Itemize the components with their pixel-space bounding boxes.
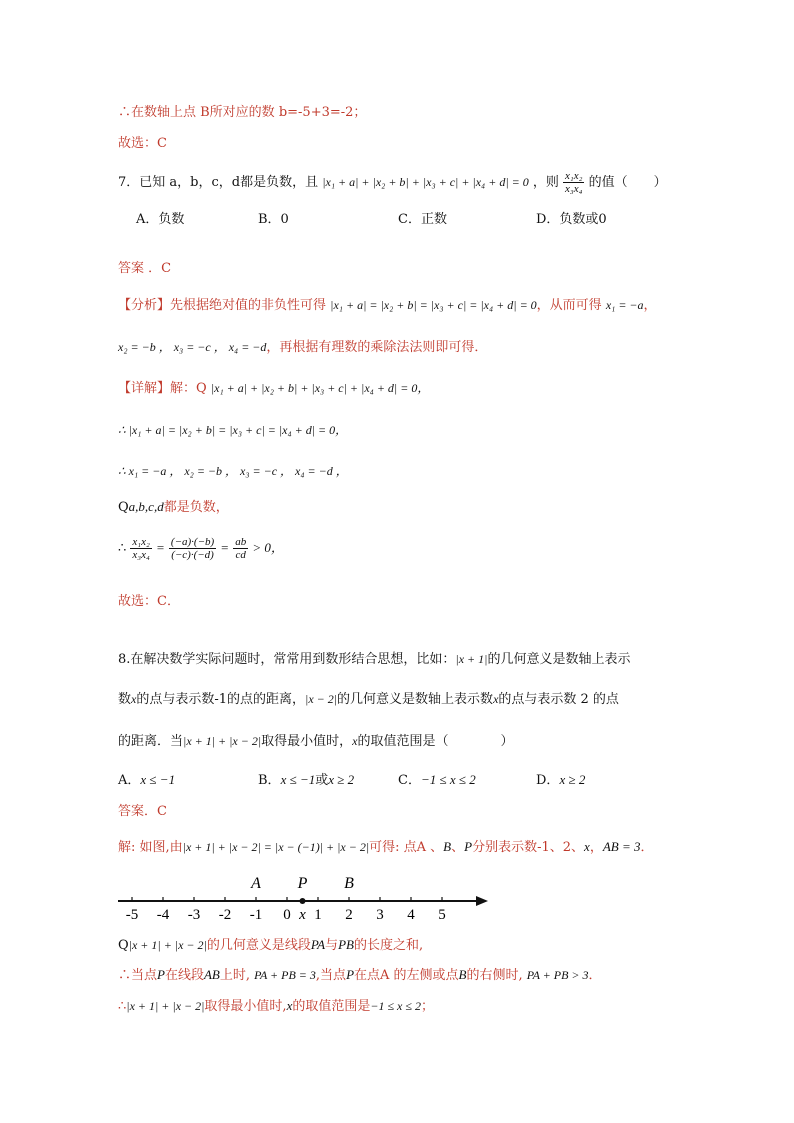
detail-math1: |x₁ + a| + |x₂ + b| + |x₃ + c| + |x₄ + d| = 0， xyxy=(210,381,430,395)
q8-stem3-c: 的取值范围是（ ） xyxy=(357,734,514,749)
tick-label: 4 xyxy=(407,907,415,923)
sol2-PB: PB xyxy=(338,937,354,952)
sol3-math2: PA + PB > 3 xyxy=(526,968,589,982)
q8-stem2-x: x xyxy=(131,692,137,706)
sol1-g: ． xyxy=(640,840,654,855)
sol3-P: P xyxy=(157,967,165,982)
q7-stem-value: 的值（ ） xyxy=(588,175,667,190)
q8-stem3-a: 的距离．当 xyxy=(118,734,184,749)
q8-stem3-b: 取得最小值时， xyxy=(261,734,353,749)
label-x: x xyxy=(299,907,306,923)
q7-stem xyxy=(118,170,667,195)
q7-choose: 故选：C． xyxy=(118,594,180,609)
tick-label: 5 xyxy=(438,907,446,923)
detail5-frac1: $\frac{\text{x₁x₂}}{\text{x₃x₄}}$ xyxy=(132,536,150,561)
sol3-e: 在点A 的左侧或点 xyxy=(354,968,459,983)
sol1-a: 解: 如图,由 xyxy=(118,840,183,855)
q7-analysis-line2 xyxy=(118,338,487,357)
tick-label: 3 xyxy=(376,907,384,923)
detail4-text: 都是负数， xyxy=(163,500,229,515)
sol4-math: |x + 1| + |x − 2| xyxy=(126,999,205,1013)
sol2-f: 的长度之和, xyxy=(353,938,424,953)
q8-solution-line2 xyxy=(118,936,423,955)
tick-label: 2 xyxy=(345,907,353,923)
label-b: B xyxy=(344,875,354,892)
q8-answer: 答案．C xyxy=(118,804,167,819)
detail5-gt: > 0， xyxy=(252,540,284,555)
sol3-c: 上时, xyxy=(219,968,251,983)
sol1-B: B xyxy=(443,839,452,854)
q7-stem-then: ，则 xyxy=(532,175,559,190)
q8-stem3-math: |x + 1| + |x − 2| xyxy=(183,734,262,748)
q8-stem1-text: 8.在解决数学实际问题时，常常用到数形结合思想，比如： xyxy=(118,652,456,667)
sol2-b: 的几何意义是线段 xyxy=(206,938,311,953)
q7-analysis-line1 xyxy=(118,296,657,315)
q8-stem2-b: 的点与表示数-1的点的距离， xyxy=(136,692,306,707)
tick-label: 0 xyxy=(283,907,291,923)
q8-solution-line4 xyxy=(118,997,434,1016)
sol1-b: 可得: 点A 、 xyxy=(369,840,444,855)
q7-detail-line4 xyxy=(118,498,229,517)
sol3-d: ,当点 xyxy=(315,968,347,983)
tick-label: -3 xyxy=(187,907,201,923)
q7-detail-line5: ∴ $\frac{\text{x₁x₂}}{\text{x₃x₄}}$ = $\frac{(-a)\cdot(-b)}{(-c)\cdot(-d)}$ = $\frac{ab}{cd}$ > 0， xyxy=(118,536,284,561)
sol2-q: Q xyxy=(118,938,129,953)
sol1-P: P xyxy=(464,839,473,854)
sol3-P2: P xyxy=(346,967,355,982)
label-a: A xyxy=(251,875,261,892)
number-line-figure xyxy=(110,868,500,928)
q8-stem-line2 xyxy=(118,690,619,709)
analysis-line2-text: ，再根据有理数的乘除法法则即可得． xyxy=(266,340,488,355)
tick-label: -1 xyxy=(249,907,263,923)
sol3-f: 的右侧时, xyxy=(466,968,523,983)
q7-option-b: B．0 xyxy=(258,212,289,227)
sol1-c: 、 xyxy=(451,840,465,855)
q7-option-d: D．负数或0 xyxy=(536,212,607,227)
sol1-d: 分别表示数-1、2、 xyxy=(472,840,585,855)
q8-stem2-x2: x xyxy=(493,692,499,706)
sol4-a: ∴ xyxy=(118,999,127,1014)
q8-solution-line3 xyxy=(118,966,602,985)
sol2-and: 与 xyxy=(325,938,339,953)
tick-label: -4 xyxy=(156,907,170,923)
q7-answer: 答案 ．C xyxy=(118,261,172,276)
analysis-line2-math: x₂ = −b ， x₃ = −c ， x₄ = −d xyxy=(118,340,267,354)
sol4-x: x xyxy=(286,998,293,1013)
q8-stem2-math: |x − 2| xyxy=(305,692,338,706)
sol4-b: 取得最小值时, xyxy=(204,999,287,1014)
detail-tag: 【详解】 xyxy=(118,381,171,396)
detail5-frac3: $\frac{ab}{cd}$ xyxy=(235,536,247,561)
number-line-arrow xyxy=(476,896,488,906)
sol3-math1: PA + PB = 3 xyxy=(254,968,316,982)
sol2-PA: PA xyxy=(310,937,326,952)
label-p: P xyxy=(297,875,308,892)
tick-label: 1 xyxy=(314,907,322,923)
sol1-e: ， xyxy=(589,840,603,855)
q7-detail-line1 xyxy=(118,379,429,398)
sol4-math2: −1 ≤ x ≤ 2 xyxy=(370,999,421,1013)
q8-stem-line1 xyxy=(118,650,630,669)
q8-option-c: C．−1 ≤ x ≤ 2 xyxy=(398,772,476,788)
sol4-c: 的取值范围是 xyxy=(292,999,371,1014)
q7-option-c: C．正数 xyxy=(398,212,447,227)
sol2-math: |x + 1| + |x − 2| xyxy=(128,938,207,952)
point-p-dot xyxy=(300,898,306,904)
detail5-frac2: $\frac{(-a)\cdot(-b)}{(-c)\cdot(-d)}$ xyxy=(170,536,215,561)
tick-label: -2 xyxy=(218,907,232,923)
q7-detail-line3: ∴ x₁ = −a ， x₂ = −b ， x₃ = −c ， x₄ = −d ， xyxy=(118,464,348,478)
sol1-f: AB = 3 xyxy=(602,839,641,854)
q8-option-a: A．x ≤ −1 xyxy=(118,772,176,788)
sol3-AB: AB xyxy=(203,967,220,982)
analysis-math2: x₁ = −a xyxy=(605,298,644,312)
q8-stem2-d: 的点与表示数 2 的点 xyxy=(498,692,619,707)
detail5-therefore: ∴ xyxy=(118,541,127,556)
q7-stem-math: |x₁ + a| + |x₂ + b| + |x₃ + c| + |x₄ + d| = 0 xyxy=(322,175,529,189)
detail-text: 解：Q xyxy=(170,381,207,396)
detail4-vars: a,b,c,d xyxy=(128,499,164,514)
q7-stem-text: 7．已知 a，b，c，d都是负数，且 xyxy=(118,175,319,190)
prev-solution-line: ∴在数轴上点 B所对应的数 b=-5+3=-2； xyxy=(118,105,367,120)
q8-stem2-c: 的几何意义是数轴上表示数 xyxy=(337,692,494,707)
q8-stem1-math: |x + 1| xyxy=(455,652,488,666)
sol1-math: |x + 1| + |x − 2| = |x − (−1)| + |x − 2| xyxy=(182,840,370,854)
q7-detail-line2: ∴ |x₁ + a| = |x₂ + b| = |x₃ + c| = |x₄ + d| = 0， xyxy=(118,423,348,437)
q8-stem-line3 xyxy=(118,732,514,751)
prev-choose-line: 故选：C xyxy=(118,136,167,151)
q7-option-a: A．负数 xyxy=(136,212,185,227)
analysis-tag: 【分析】 xyxy=(118,298,171,313)
sol3-b: 在线段 xyxy=(164,968,204,983)
sol3-a: ∴当点 xyxy=(118,968,158,983)
q8-stem2-a: 数 xyxy=(118,692,132,707)
sol1-x: x xyxy=(584,839,590,854)
tick-label: -5 xyxy=(125,907,139,923)
q8-option-d: D．x ≥ 2 xyxy=(536,772,586,788)
q8-stem3-x: x xyxy=(352,734,358,748)
q7-fraction: $\frac{\text{x₁x₂}}{\text{x₃x₄}}$ xyxy=(565,170,583,195)
q8-solution-line1 xyxy=(118,838,654,857)
analysis-math: |x₁ + a| = |x₂ + b| = |x₃ + c| = |x₄ + d| = 0 xyxy=(330,298,537,312)
analysis-text: 先根据绝对值的非负性可得 xyxy=(170,298,327,313)
q8-option-b: B．x ≤ −1或x ≥ 2 xyxy=(258,772,355,788)
q8-stem1-text2: 的几何意义是数轴上表示 xyxy=(487,652,631,667)
sol3-B: B xyxy=(458,967,467,982)
sol4-d: ； xyxy=(420,999,434,1014)
analysis-text2: ，从而可得 xyxy=(536,298,602,313)
detail4-q: Q xyxy=(118,500,129,515)
sol3-g: ． xyxy=(588,968,602,983)
analysis-comma: ， xyxy=(643,298,657,313)
